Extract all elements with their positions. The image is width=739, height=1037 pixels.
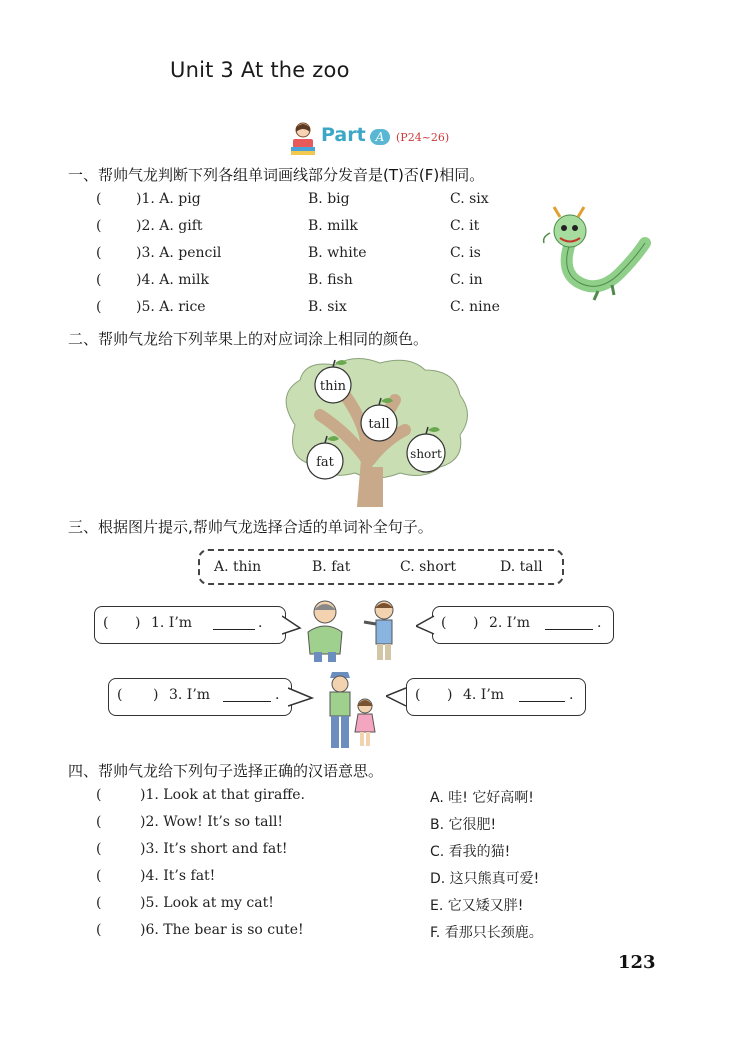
item-a: )1. A. pig <box>136 191 201 207</box>
item-c: C. six <box>450 191 489 207</box>
boys-illustration <box>300 598 410 662</box>
chinese-meaning: C. 看我的猫! <box>430 844 511 860</box>
s4-row <box>96 841 696 861</box>
reading-girl-icon <box>288 120 318 156</box>
man-and-girl-illustration <box>318 668 382 750</box>
speech-bubble-1 <box>94 606 286 644</box>
option-a: A. thin <box>214 559 262 575</box>
bubble-tail <box>282 614 302 636</box>
answer-paren[interactable]: ( <box>96 218 102 234</box>
answer-paren-open[interactable]: ( <box>415 687 421 703</box>
bubble-tail <box>386 686 408 708</box>
answer-paren-close[interactable]: ) <box>447 687 453 703</box>
part-banner <box>288 120 488 156</box>
answer-paren-close[interactable]: ) <box>135 615 141 631</box>
section4-heading: 四、帮帅气龙给下列句子选择正确的汉语意思。 <box>68 762 384 780</box>
answer-paren-open[interactable]: ( <box>441 615 447 631</box>
s4-row <box>96 922 696 942</box>
sentence-text: 1. I’m <box>151 615 193 631</box>
part-pages: (P24~26) <box>396 131 450 144</box>
answer-paren[interactable]: ( <box>96 245 102 261</box>
apple-label: thin <box>319 379 347 394</box>
s4-row <box>96 814 696 834</box>
answer-paren[interactable]: ( <box>96 922 102 938</box>
item-a: )3. A. pencil <box>136 245 222 261</box>
item-a: )2. A. gift <box>136 218 203 234</box>
answer-blank[interactable] <box>519 679 565 702</box>
answer-paren-close[interactable]: ) <box>473 615 479 631</box>
item-b: B. white <box>308 245 367 261</box>
answer-paren[interactable]: ( <box>96 191 102 207</box>
dragon-mascot-illustration <box>540 203 652 303</box>
item-b: B. fish <box>308 272 353 288</box>
s4-row <box>96 895 696 915</box>
answer-paren[interactable]: ( <box>96 814 102 830</box>
english-sentence: )1. Look at that giraffe. <box>140 787 306 803</box>
option-b: B. fat <box>312 559 351 575</box>
answer-paren[interactable]: ( <box>96 787 102 803</box>
bubble-tail <box>416 614 436 636</box>
speech-bubble-4 <box>406 678 586 716</box>
section3-heading: 三、根据图片提示,帮帅气龙选择合适的单词补全句子。 <box>68 518 433 536</box>
item-a: )5. A. rice <box>136 299 206 315</box>
english-sentence: )4. It’s fat! <box>140 868 216 884</box>
chinese-meaning: E. 它又矮又胖! <box>430 898 524 914</box>
answer-paren[interactable]: ( <box>96 895 102 911</box>
speech-bubble-2 <box>432 606 614 644</box>
answer-blank[interactable] <box>545 607 593 630</box>
option-c: C. short <box>400 559 457 575</box>
answer-paren-close[interactable]: ) <box>153 687 159 703</box>
section2-heading: 二、帮帅气龙给下列苹果上的对应词涂上相同的颜色。 <box>68 330 429 348</box>
apple-label: short <box>410 447 442 461</box>
english-sentence: )2. Wow! It’s so tall! <box>140 814 284 830</box>
answer-paren[interactable]: ( <box>96 841 102 857</box>
chinese-meaning: F. 看那只长颈鹿。 <box>430 925 543 941</box>
apple-label: fat <box>316 455 334 470</box>
section1-heading: 一、帮帅气龙判断下列各组单词画线部分发音是(T)否(F)相同。 <box>68 166 485 184</box>
word-bank <box>198 549 564 585</box>
sentence-text: 4. I’m <box>463 687 505 703</box>
item-c: C. in <box>450 272 483 288</box>
sentence-text: 2. I’m <box>489 615 531 631</box>
apple-tree-illustration <box>275 355 477 507</box>
sentence-text: 3. I’m <box>169 687 211 703</box>
item-b: B. milk <box>308 218 358 234</box>
answer-paren-open[interactable]: ( <box>103 615 109 631</box>
s4-row <box>96 868 696 888</box>
chinese-meaning: A. 哇! 它好高啊! <box>430 790 534 806</box>
item-b: B. big <box>308 191 350 207</box>
page-title: Unit 3 At the zoo <box>170 58 350 82</box>
english-sentence: )5. Look at my cat! <box>140 895 274 911</box>
chinese-meaning: B. 它很肥! <box>430 817 497 833</box>
page-number: 123 <box>618 952 656 973</box>
english-sentence: )6. The bear is so cute! <box>140 922 304 938</box>
item-b: B. six <box>308 299 347 315</box>
option-d: D. tall <box>500 559 543 575</box>
part-letter-badge: A <box>370 129 390 145</box>
part-label: Part <box>321 124 366 146</box>
item-a: )4. A. milk <box>136 272 209 288</box>
item-c: C. nine <box>450 299 500 315</box>
answer-paren[interactable]: ( <box>96 868 102 884</box>
sentence-end: . <box>258 615 263 631</box>
sentence-end: . <box>597 615 602 631</box>
answer-paren-open[interactable]: ( <box>117 687 123 703</box>
answer-blank[interactable] <box>223 679 271 702</box>
english-sentence: )3. It’s short and fat! <box>140 841 288 857</box>
item-c: C. is <box>450 245 481 261</box>
sentence-end: . <box>569 687 574 703</box>
sentence-end: . <box>275 687 280 703</box>
speech-bubble-3 <box>108 678 292 716</box>
chinese-meaning: D. 这只熊真可爱! <box>430 871 540 887</box>
apple-label: tall <box>368 417 390 432</box>
s4-row <box>96 787 696 807</box>
answer-paren[interactable]: ( <box>96 299 102 315</box>
bubble-tail <box>288 686 314 708</box>
answer-paren[interactable]: ( <box>96 272 102 288</box>
answer-blank[interactable] <box>213 607 255 630</box>
item-c: C. it <box>450 218 480 234</box>
